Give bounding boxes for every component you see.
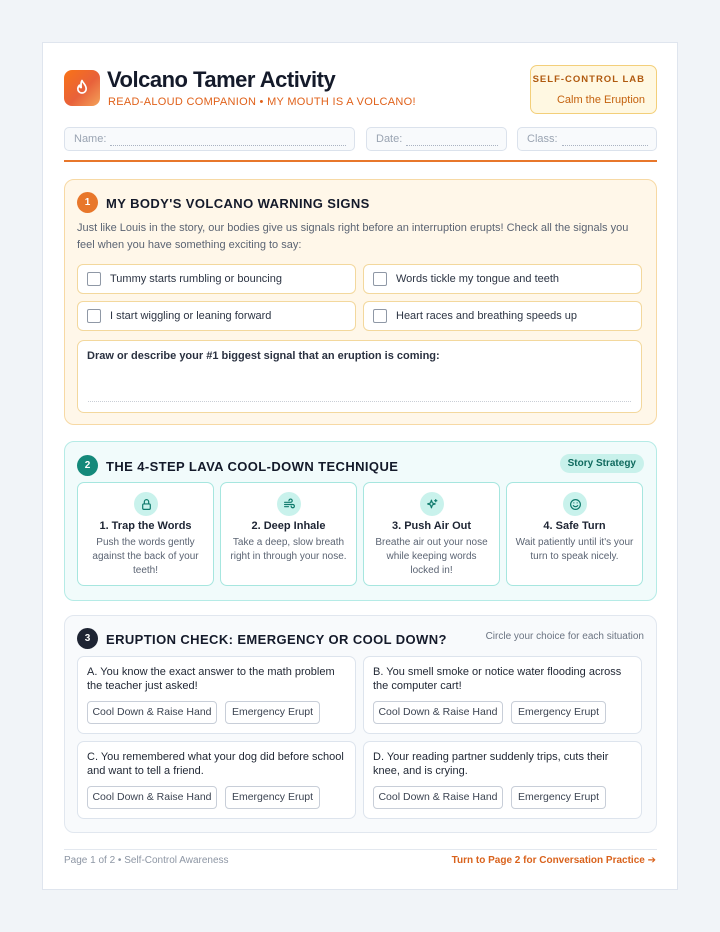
situation-text: C. You remembered what your dog did before school and want to tell a friend. bbox=[87, 751, 344, 777]
date-field[interactable] bbox=[366, 127, 507, 151]
step-description: Wait patiently until it's your turn to speak nicely. bbox=[515, 537, 634, 562]
step-description: Push the words gently against the back of your teeth! bbox=[92, 537, 199, 576]
situation-card bbox=[363, 741, 642, 819]
checkbox-item[interactable] bbox=[363, 301, 642, 331]
section-number: 1 bbox=[77, 192, 98, 213]
emergency-option[interactable]: Emergency Erupt bbox=[225, 786, 320, 809]
cool-down-option[interactable]: Cool Down & Raise Hand bbox=[373, 701, 503, 724]
section-number: 2 bbox=[77, 455, 98, 476]
section-description: Just like Louis in the story, our bodies give us signals right before an interruption erupts! Check all the signals you feel when you have something exciting to say: bbox=[77, 222, 629, 251]
step-description: Take a deep, slow breath right in through your nose. bbox=[230, 537, 347, 562]
footer-divider bbox=[64, 849, 657, 850]
name-label: Name: bbox=[74, 133, 107, 145]
date-label: Date: bbox=[376, 133, 403, 145]
smile-icon bbox=[563, 492, 587, 516]
emergency-option[interactable]: Emergency Erupt bbox=[225, 701, 320, 724]
page-indicator: Page 1 of 2 • Self-Control Awareness bbox=[64, 855, 229, 866]
cool-down-option[interactable]: Cool Down & Raise Hand bbox=[87, 701, 217, 724]
emergency-option[interactable]: Emergency Erupt bbox=[511, 786, 606, 809]
draw-prompt: Draw or describe your #1 biggest signal that an eruption is coming: bbox=[87, 350, 440, 362]
warning-signs-section bbox=[64, 179, 657, 425]
page-title: Volcano Tamer Activity bbox=[107, 67, 336, 92]
step-card bbox=[77, 482, 214, 586]
step-title: 3. Push Air Out bbox=[391, 520, 472, 532]
cool-down-option[interactable]: Cool Down & Raise Hand bbox=[373, 786, 503, 809]
section-hint: Circle your choice for each situation bbox=[485, 631, 644, 642]
situation-card bbox=[77, 656, 356, 734]
page-subtitle: READ-ALOUD COMPANION • MY MOUTH IS A VOLCANO! bbox=[108, 96, 416, 108]
section-title: THE 4-STEP LAVA COOL-DOWN TECHNIQUE bbox=[106, 459, 399, 474]
checkbox-label: Heart races and breathing speeds up bbox=[396, 310, 578, 322]
checkbox[interactable] bbox=[87, 272, 101, 286]
class-field[interactable] bbox=[517, 127, 657, 151]
lock-icon bbox=[134, 492, 158, 516]
draw-area[interactable] bbox=[77, 340, 642, 413]
situation-card bbox=[363, 656, 642, 734]
checkbox-item[interactable] bbox=[77, 301, 356, 331]
checkbox-label: Words tickle my tongue and teeth bbox=[396, 273, 560, 285]
situation-text: B. You smell smoke or notice water flooding across the computer cart! bbox=[373, 666, 622, 692]
cool-down-section bbox=[64, 441, 657, 601]
step-card bbox=[363, 482, 500, 586]
checkbox-item[interactable] bbox=[363, 264, 642, 294]
cool-down-option[interactable]: Cool Down & Raise Hand bbox=[87, 786, 217, 809]
step-description: Breathe air out your nose while keeping words locked in! bbox=[375, 537, 488, 576]
checkbox[interactable] bbox=[87, 309, 101, 323]
checkbox-label: I start wiggling or leaning forward bbox=[110, 310, 272, 322]
class-label: Class: bbox=[527, 133, 558, 145]
section-number: 3 bbox=[77, 628, 98, 649]
checkbox[interactable] bbox=[373, 309, 387, 323]
section-title: MY BODY'S VOLCANO WARNING SIGNS bbox=[106, 196, 370, 211]
emergency-option[interactable]: Emergency Erupt bbox=[511, 701, 606, 724]
writing-line bbox=[88, 401, 631, 402]
date-line bbox=[406, 132, 498, 146]
flame-icon bbox=[64, 70, 100, 106]
step-title: 1. Trap the Words bbox=[99, 520, 192, 532]
eruption-check-section bbox=[64, 615, 657, 833]
badge-label: SELF-CONTROL LAB bbox=[532, 74, 645, 85]
name-field[interactable] bbox=[64, 127, 355, 151]
checkbox-label: Tummy starts rumbling or bouncing bbox=[110, 273, 282, 285]
step-card bbox=[220, 482, 357, 586]
name-line bbox=[110, 132, 346, 146]
header-divider bbox=[64, 160, 657, 162]
wind-icon bbox=[277, 492, 301, 516]
section-title: ERUPTION CHECK: EMERGENCY OR COOL DOWN? bbox=[106, 632, 447, 647]
situation-text: A. You know the exact answer to the math problem the teacher just asked! bbox=[87, 666, 335, 692]
checkbox[interactable] bbox=[373, 272, 387, 286]
badge-caption: Calm the Eruption bbox=[556, 94, 645, 106]
lab-badge bbox=[530, 65, 657, 114]
step-card bbox=[506, 482, 643, 586]
sparkle-icon bbox=[420, 492, 444, 516]
story-strategy-tag: Story Strategy bbox=[560, 454, 644, 473]
class-line bbox=[562, 132, 648, 146]
next-page-link[interactable]: Turn to Page 2 for Conversation Practice ➔ bbox=[451, 855, 656, 866]
situation-card bbox=[77, 741, 356, 819]
step-title: 2. Deep Inhale bbox=[251, 520, 326, 532]
checkbox-item[interactable] bbox=[77, 264, 356, 294]
situation-text: D. Your reading partner suddenly trips, cuts their knee, and is crying. bbox=[373, 751, 609, 777]
step-title: 4. Safe Turn bbox=[543, 520, 606, 532]
worksheet-page bbox=[42, 42, 678, 890]
